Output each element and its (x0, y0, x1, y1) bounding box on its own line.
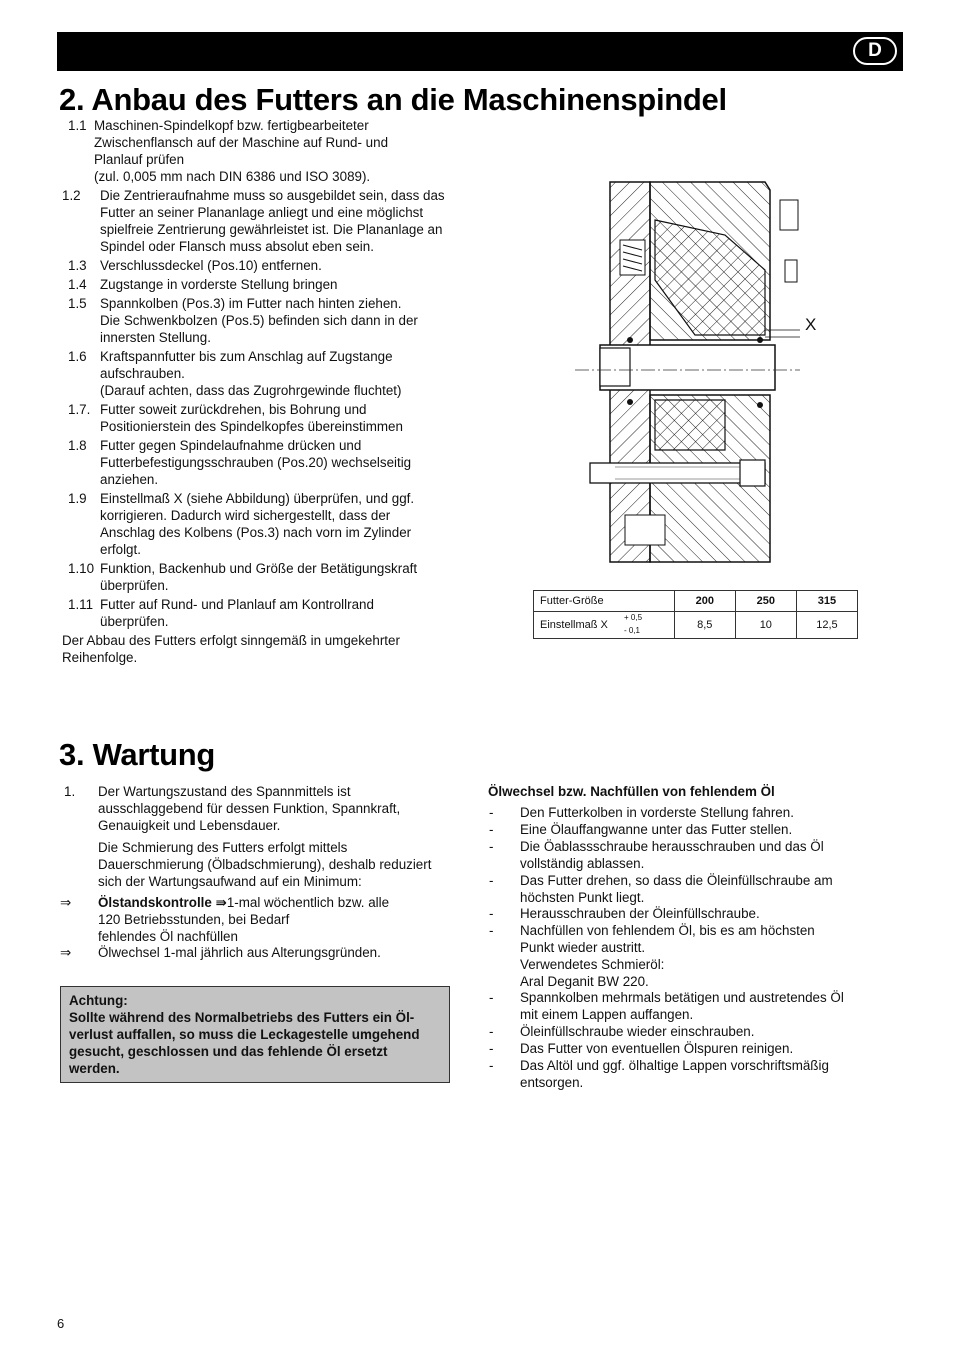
step-number: 1.9 (68, 491, 87, 506)
lubrication-paragraph: Die Schmierung des Futters erfolgt mittels Dauerschmierung (Ölbadschmierung), deshalb reduziert sich der Wartungsaufwand auf ein Minimum: (98, 840, 432, 889)
step-number: 1.3 (68, 258, 87, 273)
step-line: spielfreie Zentrierung gewährleistet ist. Die Plananlage an (100, 222, 443, 237)
step-number: 1.6 (68, 349, 87, 364)
oil-step-line: Das Altöl und ggf. ölhaltige Lappen vorschriftsmäßig (520, 1058, 829, 1073)
step-line: Positionierstein des Spindelkopfes übereinstimmen (100, 419, 403, 434)
oil-change-yearly: Ölwechsel 1-mal jährlich aus Alterungsgründen. (98, 945, 381, 960)
table-row-label-cell (534, 612, 675, 639)
step-text (100, 596, 472, 630)
oil-step-text (520, 838, 890, 872)
maintenance-intro: Der Wartungszustand des Spannmittels ist ausschlaggebend für dessen Funktion, Spannkraft, Genauigkeit und Lebensdauer. (98, 784, 401, 833)
section-2-title: 2. Anbau des Futters an die Maschinenspindel (59, 82, 727, 117)
dash-bullet-icon: - (489, 1041, 494, 1056)
step-text (100, 257, 472, 274)
dash-bullet-icon: - (489, 990, 494, 1005)
tolerance-plus: + 0,5 (624, 613, 643, 622)
table-value: 12,5 (796, 612, 857, 639)
section-3-title: 3. Wartung (59, 737, 216, 772)
step-line: Verschlussdeckel (Pos.10) entfernen. (100, 258, 322, 273)
oil-step-text (520, 1057, 890, 1091)
step-text (100, 437, 472, 488)
table-header-label: Futter-Größe (534, 591, 675, 612)
step-text (100, 187, 472, 255)
oil-step-line: Spannkolben mehrmals betätigen und austretendes Öl (520, 990, 844, 1005)
maintenance-item-number: 1. (64, 784, 76, 799)
dash-bullet-icon: - (489, 805, 494, 820)
dash-bullet-icon: - (489, 839, 494, 854)
step-number: 1.7. (68, 402, 91, 417)
oil-step-line: Eine Ölauffangwanne unter das Futter stellen. (520, 822, 793, 837)
step-line: Maschinen-Spindelkopf bzw. fertigbearbeiteter (94, 118, 369, 133)
step-line: Futter an seiner Plananlage anliegt und eine möglichst (100, 205, 424, 220)
step-number: 1.1 (68, 118, 87, 133)
dash-bullet-icon: - (489, 906, 494, 921)
page-number: 6 (57, 1316, 65, 1331)
dash-bullet-icon: - (489, 873, 494, 888)
step-line: (Darauf achten, dass das Zugrohrgewinde fluchtet) (100, 383, 402, 398)
step-text (100, 490, 472, 558)
step-text (100, 401, 472, 435)
step-text (100, 560, 472, 594)
oil-step-line: Öleinfüllschraube wieder einschrauben. (520, 1024, 755, 1039)
dash-bullet-icon: - (489, 822, 494, 837)
step-number: 1.5 (68, 296, 87, 311)
table-size: 250 (735, 591, 796, 612)
oil-step-line: Punkt wieder austritt. (520, 940, 646, 955)
table-size: 315 (796, 591, 857, 612)
warning-box: Achtung: Sollte während des Normalbetriebs des Futters ein Öl- verlust auffallen, so muss die Leckagestelle umgehend gesucht, geschlossen und das fehlende Öl ersetzt werden. (60, 986, 450, 1083)
step-line: Spannkolben (Pos.3) im Futter nach hinten ziehen. (100, 296, 402, 311)
step-line: erfolgt. (100, 542, 141, 557)
step-line: (zul. 0,005 mm nach DIN 6386 und ISO 3089). (94, 169, 371, 184)
oil-step-line: höchsten Punkt liegt. (520, 890, 645, 905)
oil-step-text (520, 989, 890, 1023)
step-line: Futter auf Rund- und Planlauf am Kontrollrand (100, 597, 374, 612)
step-line: Spindel oder Flansch muss absolut eben sein. (100, 239, 374, 254)
step-line: anziehen. (100, 472, 159, 487)
step-line: Einstellmaß X (siehe Abbildung) überprüfen, und ggf. (100, 491, 415, 506)
dimension-x-label: X (805, 315, 817, 334)
step-line: überprüfen. (100, 578, 169, 593)
step-line: aufschrauben. (100, 366, 185, 381)
table-row (534, 612, 858, 639)
warning-title: Achtung: (69, 993, 128, 1008)
oil-step-text (520, 1040, 890, 1057)
step-line: Planlauf prüfen (94, 152, 185, 167)
table-size: 200 (674, 591, 735, 612)
dash-bullet-icon: - (489, 923, 494, 938)
step-number: 1.11 (68, 597, 94, 612)
oil-change-heading: Ölwechsel bzw. Nachfüllen von fehlendem Öl (488, 784, 775, 799)
step-line: Futter soweit zurückdrehen, bis Bohrung und (100, 402, 367, 417)
removal-note: Der Abbau des Futters erfolgt sinngemäß in umgekehrter Reihenfolge. (62, 633, 400, 665)
oil-step-line: Das Futter drehen, so dass die Öleinfüllschraube am (520, 873, 833, 888)
oil-step-text (520, 922, 890, 990)
table-value: 8,5 (674, 612, 735, 639)
step-line: Zwischenflansch auf der Maschine auf Rund- und (94, 135, 389, 150)
oil-step-line: Aral Deganit BW 220. (520, 974, 649, 989)
arrow-bullet-icon: ⇒ (60, 895, 72, 910)
oil-step-line: Die Öablassschraube herausschrauben und das Öl (520, 839, 824, 854)
oil-step-line: Das Futter von eventuellen Ölspuren reinigen. (520, 1041, 794, 1056)
chuck-cross-section-drawing (575, 180, 805, 566)
language-badge: D (853, 37, 897, 65)
table-value: 10 (735, 612, 796, 639)
step-line: Anschlag des Kolbens (Pos.3) nach vorn im Zylinder (100, 525, 412, 540)
step-line: Zugstange in vorderste Stellung bringen (100, 277, 338, 292)
step-line: innersten Stellung. (100, 330, 211, 345)
oil-step-text (520, 1023, 890, 1040)
step-line: Futterbefestigungsschrauben (Pos.20) wechselseitig (100, 455, 412, 470)
step-text (100, 295, 472, 346)
step-line: Kraftspannfutter bis zum Anschlag auf Zugstange (100, 349, 393, 364)
step-line: Futter gegen Spindelaufnahme drücken und (100, 438, 362, 453)
arrow-right-icon: ⇛ (215, 895, 227, 910)
setting-table (533, 590, 858, 639)
step-number: 1.10 (68, 561, 95, 576)
oil-step-line: entsorgen. (520, 1075, 584, 1090)
step-line: korrigieren. Dadurch wird sichergestellt, dass der (100, 508, 391, 523)
step-line: überprüfen. (100, 614, 169, 629)
oil-step-line: Den Futterkolben in vorderste Stellung fahren. (520, 805, 794, 820)
step-text (94, 117, 466, 185)
dash-bullet-icon: - (489, 1058, 494, 1073)
oil-step-text (520, 905, 890, 922)
arrow-bullet-icon: ⇒ (60, 945, 72, 960)
oil-step-text (520, 821, 890, 838)
oil-step-line: mit einem Lappen auffangen. (520, 1007, 694, 1022)
step-line: Die Schwenkbolzen (Pos.5) befinden sich dann in der (100, 313, 418, 328)
step-number: 1.8 (68, 438, 87, 453)
oil-step-line: Verwendetes Schmieröl: (520, 957, 665, 972)
oil-step-line: Nachfüllen von fehlendem Öl, bis es am höchsten (520, 923, 815, 938)
step-text (100, 276, 472, 293)
table-row-label: Einstellmaß X (540, 619, 608, 631)
step-line: Die Zentrieraufnahme muss so ausgebildet sein, dass das (100, 188, 445, 203)
step-text (100, 348, 472, 399)
step-line: Funktion, Backenhub und Größe der Betätigungskraft (100, 561, 418, 576)
step-number: 1.2 (62, 188, 81, 203)
dash-bullet-icon: - (489, 1024, 494, 1039)
oil-level-check: Ölstandskontrolle ⇛1-mal wöchentlich bzw. alle 120 Betriebsstunden, bei Bedarf fehlendes Öl nachfüllen (98, 895, 390, 944)
tolerance-minus: - 0,1 (624, 626, 641, 635)
oil-level-check-label: Ölstandskontrolle (98, 895, 212, 910)
oil-step-line: vollständig ablassen. (520, 856, 645, 871)
oil-step-text (520, 804, 890, 821)
header-bar (57, 32, 903, 71)
oil-step-text (520, 872, 890, 906)
oil-step-line: Herausschrauben der Öleinfüllschraube. (520, 906, 760, 921)
step-number: 1.4 (68, 277, 87, 292)
table-row (534, 591, 858, 612)
